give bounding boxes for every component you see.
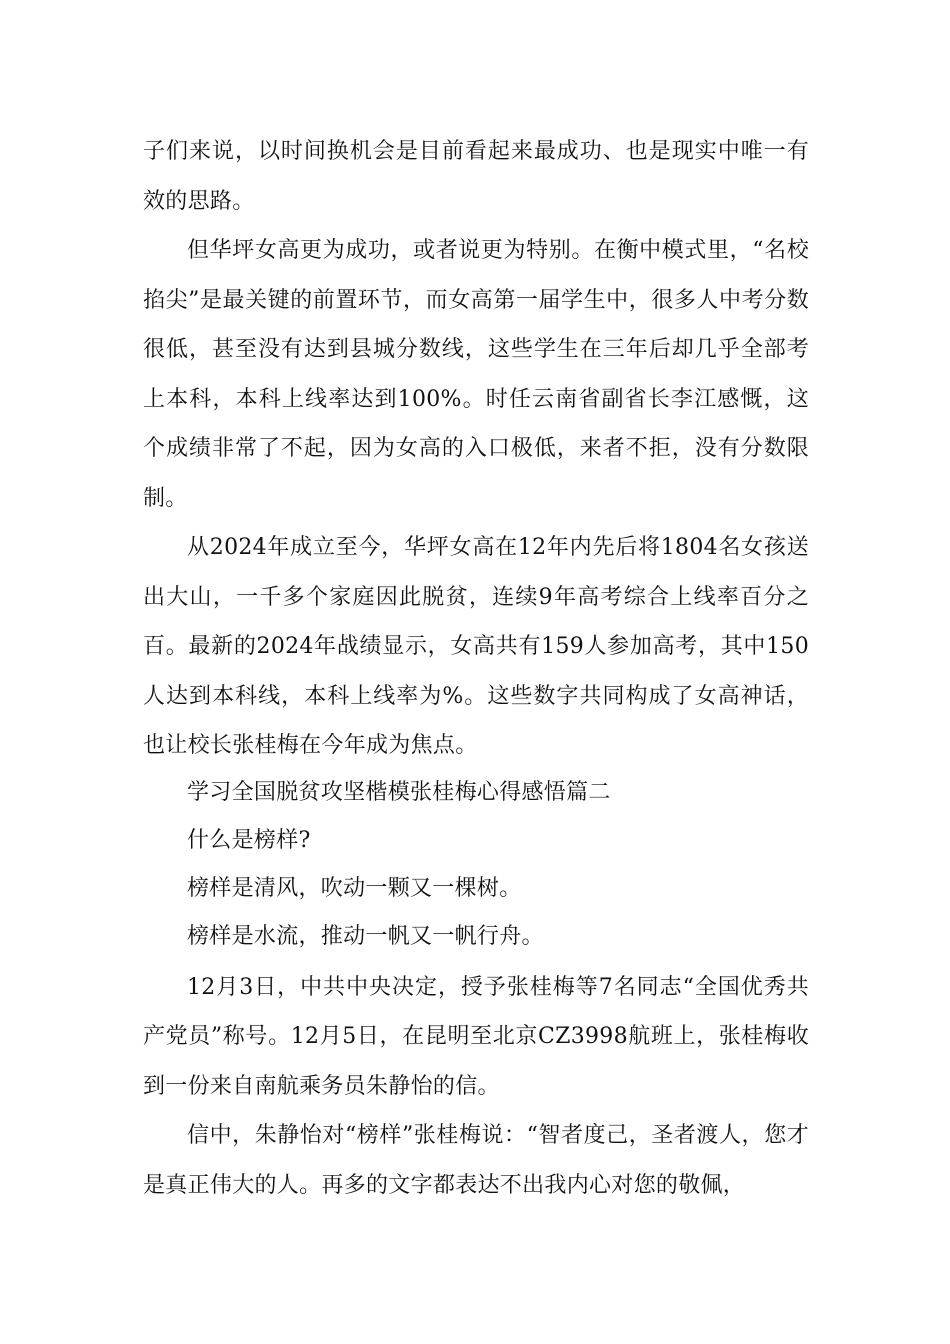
paragraph-statistics: 从2024年成立至今，华坪女高在12年内先后将1804名女孩送出大山，一千多个家庭因此脱贫，连续9年高考综合上线率百分之百。最新的2024年战绩显示，女高共有159人参加高考，其中150人达到本科线，本科上线率为%。这些数字共同构成了女高神话，也让校长张桂梅在今年成为焦点。 bbox=[143, 535, 809, 758]
paragraph-award: 12月3日，中共中央决定，授予张桂梅等7名同志“全国优秀共产党员”称号。12月5日，在昆明至北京CZ3998航班上，张桂梅收到一份来自南航乘务员朱静怡的信。 bbox=[143, 974, 809, 1099]
paragraph-question: 什么是榜样? bbox=[187, 827, 311, 853]
paragraph-breeze: 榜样是清风，吹动一颗又一棵树。 bbox=[187, 875, 522, 901]
paragraph-huaping-success: 但华坪女高更为成功，或者说更为特别。在衡中模式里，“名校掐尖”是最关键的前置环节，而女高第一届学生中，很多人中考分数很低，甚至没有达到县城分数线，这些学生在三年后却几乎全部考上本科，本科上线率达到100%。时任云南省副省长李江感慨，这个成绩非常了不起，因为女高的入口极低，来者不拒，没有分数限制。 bbox=[143, 238, 809, 511]
paragraph-continuation: 子们来说，以时间换机会是目前看起来最成功、也是现实中唯一有效的思路。 bbox=[143, 139, 809, 214]
paragraph-water: 榜样是水流，推动一帆又一帆行舟。 bbox=[187, 923, 544, 949]
document-body bbox=[143, 127, 809, 1210]
paragraph-letter: 信中，朱静怡对“榜样”张桂梅说：“智者度己，圣者渡人，您才是真正伟大的人。再多的文字都表达不出我内心对您的敬佩， bbox=[143, 1123, 809, 1198]
section-heading: 学习全国脱贫攻坚楷模张桂梅心得感悟篇二 bbox=[187, 779, 611, 805]
